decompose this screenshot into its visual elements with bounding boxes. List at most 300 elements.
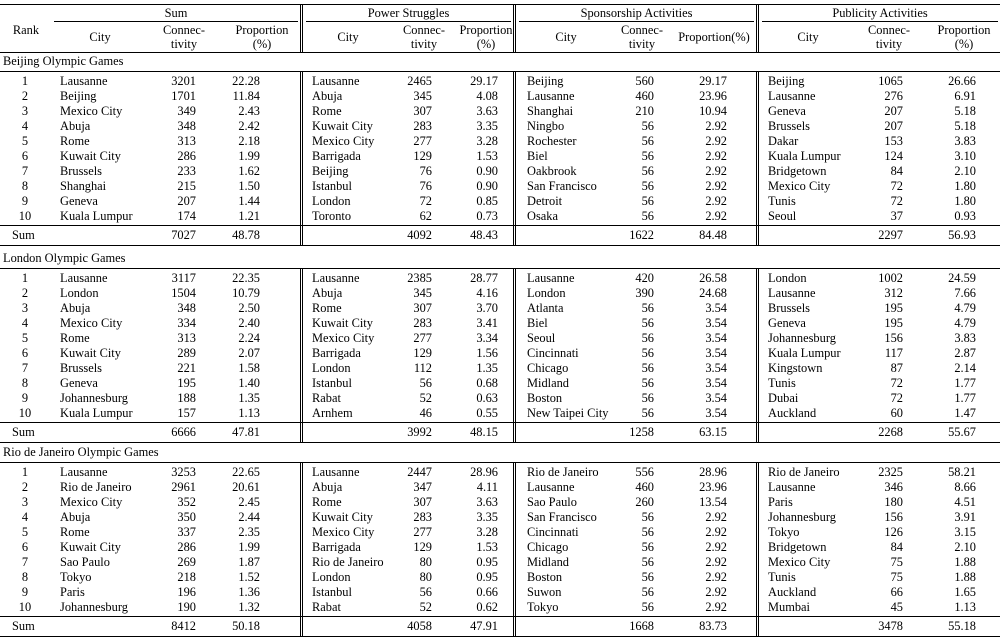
connectivity-cell: 66 [890,585,903,599]
proportion-cell: 1.56 [476,346,498,360]
city-header: City [89,30,111,44]
connectivity-cell: 3201 [171,74,196,88]
proportion-header-line1: Proportion [235,23,289,37]
proportion-cell: 2.92 [705,179,727,193]
city-cell: Mexico City [312,331,375,345]
connectivity-cell: 1002 [878,271,903,285]
city-cell: Boston [527,570,563,584]
proportion-cell: 2.45 [238,495,260,509]
proportion-cell: 7.66 [954,286,976,300]
proportion-cell: 1.53 [476,149,498,163]
proportion-cell: 3.41 [476,316,498,330]
city-cell: Rabat [312,391,341,405]
city-cell: Shanghai [527,104,574,118]
header-rule [0,52,1000,53]
proportion-cell: 1.53 [476,540,498,554]
city-cell: Kuwait City [312,119,373,133]
proportion-cell: 2.92 [705,555,727,569]
proportion-cell: 1.32 [238,600,260,614]
rank-cell: 7 [21,555,29,569]
proportion-cell: 0.93 [954,209,976,223]
proportion-cell: 0.73 [476,209,498,223]
sum-connectivity: 8412 [171,619,196,633]
proportion-cell: 23.96 [699,89,727,103]
city-cell: Lausanne [312,465,360,479]
connectivity-cell: 345 [413,89,432,103]
proportion-cell: 2.40 [238,316,260,330]
connectivity-cell: 195 [884,316,903,330]
rank-cell: 10 [18,600,32,614]
group-underline [762,21,998,22]
connectivity-cell: 156 [884,510,903,524]
rank-cell: 6 [21,540,29,554]
connectivity-cell: 56 [641,600,654,614]
city-cell: Auckland [768,585,817,599]
proportion-header: Proportion(%) [678,30,750,44]
city-cell: Tunis [768,570,796,584]
proportion-cell: 5.18 [954,119,976,133]
group-underline [306,21,511,22]
proportion-cell: 3.63 [476,495,498,509]
proportion-cell: 1.80 [954,194,976,208]
city-cell: Bridgetown [768,164,827,178]
city-cell: Rome [60,525,90,539]
proportion-cell: 2.10 [954,164,976,178]
city-cell: Brussels [60,361,102,375]
city-cell: Mexico City [60,316,123,330]
connectivity-cell: 1065 [878,74,903,88]
proportion-cell: 3.54 [705,406,727,420]
connectivity-cell: 286 [177,540,196,554]
city-cell: Geneva [60,194,98,208]
sum-connectivity: 3478 [878,619,903,633]
rank-cell: 2 [21,286,29,300]
group-separator [513,4,516,53]
proportion-cell: 5.18 [954,104,976,118]
connectivity-cell: 276 [884,89,903,103]
proportion-cell: 2.07 [238,346,260,360]
connectivity-cell: 460 [635,89,654,103]
proportion-cell: 22.35 [232,271,260,285]
group-title-2: Sponsorship Activities [580,6,693,20]
connectivity-cell: 56 [641,149,654,163]
connectivity-cell: 72 [419,194,432,208]
proportion-cell: 1.77 [954,391,976,405]
city-cell: Biel [527,316,548,330]
proportion-cell: 2.92 [705,525,727,539]
section-title: London Olympic Games [3,251,126,265]
proportion-cell: 1.21 [238,209,260,223]
city-cell: Johannesburg [768,510,836,524]
section-title: Beijing Olympic Games [3,54,124,68]
city-cell: Toronto [312,209,352,223]
connectivity-cell: 1504 [171,286,196,300]
city-cell: Chicago [527,540,569,554]
connectivity-cell: 2325 [878,465,903,479]
city-cell: Lausanne [312,271,360,285]
proportion-cell: 11.84 [232,89,260,103]
connectivity-cell: 156 [884,331,903,345]
city-cell: Kuala Lumpur [768,346,841,360]
connectivity-cell: 46 [419,406,432,420]
connectivity-cell: 56 [641,179,654,193]
sum-proportion: 48.15 [470,425,498,439]
proportion-cell: 4.79 [954,316,976,330]
proportion-cell: 1.99 [238,540,260,554]
connectivity-cell: 129 [413,346,432,360]
rank-cell: 5 [21,134,29,148]
connectivity-cell: 190 [177,600,196,614]
connectivity-cell: 56 [419,585,432,599]
connectivity-cell: 312 [884,286,903,300]
city-cell: Paris [768,495,793,509]
proportion-cell: 0.62 [476,600,498,614]
city-cell: Abuja [60,301,91,315]
city-cell: Kuala Lumpur [768,149,841,163]
city-cell: Tunis [768,376,796,390]
connectivity-cell: 348 [177,301,196,315]
proportion-cell: 28.96 [470,465,498,479]
connectivity-cell: 52 [419,600,432,614]
rank-cell: 1 [21,74,29,88]
proportion-cell: 0.95 [476,570,498,584]
city-cell: Johannesburg [60,391,128,405]
sum-connectivity: 1622 [629,228,654,242]
connectivity-cell: 349 [177,104,196,118]
proportion-header-line1: Proportion [937,23,991,37]
proportion-cell: 2.92 [705,194,727,208]
city-cell: Mexico City [60,104,123,118]
proportion-cell: 1.50 [238,179,260,193]
connectivity-cell: 84 [890,540,903,554]
city-cell: Suwon [527,585,562,599]
connectivity-cell: 556 [635,465,654,479]
proportion-cell: 29.17 [470,74,498,88]
proportion-cell: 26.66 [948,74,976,88]
connectivity-cell: 283 [413,510,432,524]
connectivity-cell: 153 [884,134,903,148]
rank-cell: 3 [21,104,29,118]
connectivity-cell: 3253 [171,465,196,479]
connectivity-cell: 75 [890,555,903,569]
city-cell: Kuala Lumpur [60,209,133,223]
city-cell: Shanghai [60,179,107,193]
rank-cell: 1 [21,271,29,285]
proportion-cell: 24.59 [948,271,976,285]
proportion-cell: 20.61 [232,480,260,494]
connectivity-cell: 76 [419,179,432,193]
sum-proportion: 56.93 [948,228,976,242]
city-cell: San Francisco [527,179,597,193]
connectivity-cell: 2385 [407,271,432,285]
proportion-cell: 24.68 [699,286,727,300]
proportion-cell: 0.85 [476,194,498,208]
sum-label: Sum [12,228,35,242]
proportion-cell: 2.92 [705,540,727,554]
rank-header: Rank [12,23,40,37]
sum-connectivity: 3992 [407,425,432,439]
city-cell: Johannesburg [768,331,836,345]
city-cell: Abuja [60,510,91,524]
city-cell: Abuja [312,89,343,103]
connectivity-cell: 2465 [407,74,432,88]
proportion-cell: 3.54 [705,376,727,390]
connectivity-cell: 3117 [171,271,196,285]
connectivity-cell: 347 [413,480,432,494]
city-cell: Istanbul [312,585,352,599]
connectivity-cell: 283 [413,316,432,330]
proportion-cell: 4.11 [476,480,498,494]
connectivity-cell: 420 [635,271,654,285]
connectivity-cell: 283 [413,119,432,133]
connectivity-cell: 87 [890,361,903,375]
proportion-cell: 2.92 [705,149,727,163]
connectivity-cell: 560 [635,74,654,88]
rank-cell: 6 [21,149,29,163]
city-cell: Beijing [768,74,805,88]
rank-cell: 2 [21,480,29,494]
group-title-3: Publicity Activities [832,6,928,20]
city-cell: Geneva [60,376,98,390]
proportion-cell: 1.47 [954,406,976,420]
rank-cell: 7 [21,164,29,178]
bottom-rule [0,636,1000,637]
connectivity-cell: 56 [641,301,654,315]
city-cell: Mexico City [312,525,375,539]
city-cell: Lausanne [768,286,816,300]
connectivity-cell: 307 [413,301,432,315]
connectivity-cell: 460 [635,480,654,494]
connectivity-cell: 72 [890,391,903,405]
city-cell: Chicago [527,361,569,375]
connectivity-cell: 37 [890,209,903,223]
rank-cell: 8 [21,179,29,193]
rank-cell: 10 [18,406,32,420]
city-cell: New Taipei City [527,406,609,420]
rank-cell: 8 [21,376,29,390]
city-cell: London [768,271,807,285]
city-cell: Sao Paulo [60,555,110,569]
city-cell: Rio de Janeiro [768,465,840,479]
connectivity-cell: 207 [884,119,903,133]
city-cell: Kuwait City [60,346,121,360]
connectivity-header-line1: Connec- [621,23,663,37]
connectivity-cell: 196 [177,585,196,599]
city-cell: Kuwait City [60,149,121,163]
city-cell: Johannesburg [60,600,128,614]
connectivity-cell: 112 [413,361,432,375]
connectivity-cell: 390 [635,286,654,300]
connectivity-cell: 215 [177,179,196,193]
proportion-cell: 2.92 [705,570,727,584]
proportion-cell: 22.65 [232,465,260,479]
connectivity-cell: 260 [635,495,654,509]
city-cell: Detroit [527,194,563,208]
sum-label: Sum [12,425,35,439]
city-cell: London [312,570,351,584]
proportion-cell: 1.77 [954,376,976,390]
proportion-cell: 2.92 [705,164,727,178]
sum-proportion: 48.43 [470,228,498,242]
connectivity-cell: 56 [641,346,654,360]
connectivity-cell: 2447 [407,465,432,479]
proportion-cell: 4.51 [954,495,976,509]
proportion-cell: 23.96 [699,480,727,494]
proportion-cell: 3.54 [705,361,727,375]
connectivity-cell: 56 [641,570,654,584]
proportion-cell: 3.70 [476,301,498,315]
connectivity-cell: 269 [177,555,196,569]
proportion-header-line2: (%) [252,37,272,51]
city-cell: Brussels [60,164,102,178]
connectivity-cell: 289 [177,346,196,360]
group-separator [300,71,303,246]
connectivity-cell: 62 [419,209,432,223]
connectivity-header-line2: tivity [170,37,198,51]
proportion-cell: 3.83 [954,134,976,148]
rank-cell: 9 [21,194,29,208]
city-cell: Seoul [768,209,797,223]
sum-proportion: 47.81 [232,425,260,439]
city-cell: Paris [60,585,85,599]
proportion-cell: 4.79 [954,301,976,315]
city-cell: Rome [312,104,342,118]
group-separator [300,4,303,53]
proportion-cell: 1.88 [954,555,976,569]
proportion-cell: 29.17 [699,74,727,88]
connectivity-cell: 345 [413,286,432,300]
connectivity-cell: 233 [177,164,196,178]
proportion-cell: 8.66 [954,480,976,494]
sum-connectivity: 6666 [171,425,196,439]
proportion-cell: 3.54 [705,346,727,360]
city-cell: Arnhem [312,406,353,420]
proportion-cell: 2.24 [238,331,260,345]
city-cell: Seoul [527,331,556,345]
connectivity-cell: 195 [884,301,903,315]
group-underline [519,21,754,22]
sum-connectivity: 1668 [629,619,654,633]
proportion-cell: 1.36 [238,585,260,599]
city-cell: Tokyo [768,525,800,539]
connectivity-cell: 207 [177,194,196,208]
proportion-cell: 1.40 [238,376,260,390]
connectivity-cell: 188 [177,391,196,405]
city-cell: Sao Paulo [527,495,577,509]
rank-cell: 7 [21,361,29,375]
city-cell: Brussels [768,119,810,133]
top-rule [0,4,1000,5]
rank-cell: 4 [21,316,29,330]
group-separator [756,71,759,246]
city-cell: Mexico City [768,555,831,569]
proportion-cell: 1.99 [238,149,260,163]
city-cell: London [312,194,351,208]
proportion-cell: 1.52 [238,570,260,584]
proportion-cell: 0.95 [476,555,498,569]
connectivity-cell: 56 [641,376,654,390]
connectivity-cell: 56 [641,585,654,599]
city-cell: Midland [527,376,569,390]
rank-cell: 9 [21,585,29,599]
city-cell: Rome [60,331,90,345]
rank-cell: 4 [21,119,29,133]
city-cell: Atlanta [527,301,564,315]
section-rule [0,462,1000,463]
proportion-cell: 1.58 [238,361,260,375]
city-cell: London [312,361,351,375]
city-cell: Oakbrook [527,164,577,178]
sum-connectivity: 4092 [407,228,432,242]
sum-proportion: 63.15 [699,425,727,439]
city-cell: Beijing [527,74,564,88]
connectivity-cell: 313 [177,331,196,345]
proportion-cell: 3.28 [476,134,498,148]
sum-label: Sum [12,619,35,633]
city-cell: Lausanne [527,480,575,494]
city-cell: Lausanne [527,271,575,285]
city-cell: Rio de Janeiro [60,480,132,494]
proportion-cell: 2.92 [705,134,727,148]
connectivity-cell: 56 [641,555,654,569]
group-separator [756,4,759,53]
connectivity-cell: 218 [177,570,196,584]
proportion-cell: 2.14 [954,361,976,375]
proportion-cell: 2.43 [238,104,260,118]
connectivity-cell: 72 [890,194,903,208]
proportion-cell: 10.94 [699,104,727,118]
city-cell: Rome [312,495,342,509]
city-header: City [555,30,577,44]
proportion-cell: 2.92 [705,119,727,133]
proportion-cell: 22.28 [232,74,260,88]
city-cell: London [60,286,99,300]
city-cell: Rome [312,301,342,315]
proportion-cell: 1.44 [238,194,260,208]
rank-cell: 8 [21,570,29,584]
city-cell: Tokyo [527,600,559,614]
connectivity-cell: 286 [177,149,196,163]
group-separator [756,268,759,443]
rank-cell: 5 [21,331,29,345]
proportion-cell: 1.87 [238,555,260,569]
group-separator [300,268,303,443]
connectivity-cell: 129 [413,540,432,554]
connectivity-cell: 157 [177,406,196,420]
group-separator [513,71,516,246]
city-cell: Auckland [768,406,817,420]
city-cell: Geneva [768,316,806,330]
city-cell: Mumbai [768,600,810,614]
proportion-cell: 1.88 [954,570,976,584]
connectivity-cell: 56 [641,164,654,178]
connectivity-cell: 52 [419,391,432,405]
sum-proportion: 83.73 [699,619,727,633]
proportion-cell: 3.35 [476,510,498,524]
city-cell: Lausanne [768,89,816,103]
sum-connectivity: 7027 [171,228,196,242]
sum-rule [0,422,1000,423]
city-cell: Boston [527,391,563,405]
city-cell: Kingstown [768,361,823,375]
proportion-cell: 1.65 [954,585,976,599]
proportion-cell: 1.62 [238,164,260,178]
connectivity-cell: 346 [884,480,903,494]
proportion-cell: 2.18 [238,134,260,148]
connectivity-header-line1: Connec- [403,23,445,37]
connectivity-cell: 207 [884,104,903,118]
proportion-cell: 3.28 [476,525,498,539]
